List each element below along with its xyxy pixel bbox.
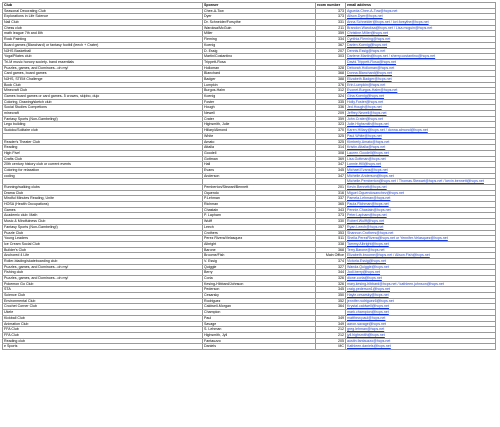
room-number-cell[interactable]: 511 [316, 236, 346, 242]
club-cell[interactable]: Academic club: Math [3, 213, 203, 219]
sponsor-cell[interactable]: Martin/Costantino [203, 54, 316, 60]
club-cell[interactable]: Pokemon Go Club [3, 281, 203, 287]
sponsor-cell[interactable]: Chee-A-Tow [203, 8, 316, 14]
header-room-number[interactable]: room number [316, 3, 346, 9]
club-cell[interactable]: FFA Club [3, 332, 203, 338]
email-link[interactable]: Michelle.Anderson@hcps.net [346, 173, 496, 179]
room-number-cell[interactable]: 388 [316, 76, 346, 82]
sponsor-cell[interactable]: Evans [203, 167, 316, 173]
club-cell[interactable]: 20th century history club or current events [3, 162, 203, 168]
room-number-cell[interactable]: 312 [316, 88, 346, 94]
club-cell[interactable]: Ukele [3, 310, 203, 316]
sponsor-cell[interactable]: Anderson [203, 173, 316, 179]
room-number-cell[interactable]: 352 [316, 298, 346, 304]
sponsor-cell[interactable]: Fantauzzo [203, 338, 316, 344]
sponsor-cell[interactable]: Berry [203, 270, 316, 276]
club-cell[interactable]: Board games (Blanchard) or fantasy footbll (leech + Crater) [3, 42, 203, 48]
club-cell[interactable]: NJHS, STEM Challenge [3, 76, 203, 82]
room-number-cell[interactable]: 334 [316, 37, 346, 43]
club-cell[interactable]: Games board games or card games- 5 crowns, skipbo, dujo [3, 94, 203, 100]
email-link[interactable]: Kristin.Attalla@hcps.net [346, 145, 496, 151]
sponsor-cell[interactable]: P.Lehman [203, 196, 316, 202]
header-email-address[interactable]: email address [346, 3, 496, 9]
sponsor-cell[interactable]: Crater [203, 116, 316, 122]
room-number-cell[interactable]: 337 [316, 196, 346, 202]
email-link[interactable]: David.Trippett-Rosa@hcps.net [346, 59, 496, 65]
club-cell[interactable]: Fantasy Sports (Non-Gambeling!) [3, 224, 203, 230]
room-number-cell[interactable]: 373 [316, 14, 346, 20]
sponsor-cell[interactable]: Amato [203, 139, 316, 145]
email-link[interactable]: John.Crater@hcps.net [346, 116, 496, 122]
sponsor-cell[interactable]: Dr. Schneider/Forsythe [203, 20, 316, 26]
sponsor-cell[interactable]: Burgos-Halm [203, 88, 316, 94]
email-link[interactable]: aaron.savage@hcps.net [346, 321, 496, 327]
sponsor-cell[interactable]: Richman [203, 202, 316, 208]
club-cell[interactable]: FFA Club [3, 327, 203, 333]
email-link[interactable]: Cynthia.Fleming@hcps.net [346, 37, 496, 43]
email-link[interactable]: Paul.White@hcps.net [346, 133, 496, 139]
sponsor-cell[interactable]: Broome/Fish [203, 253, 316, 259]
sponsor-cell[interactable]: Holloman [203, 65, 316, 71]
room-number-cell[interactable]: 325 [316, 139, 346, 145]
email-link[interactable]: Agueda.Chee-A-Tow@hcps.net [346, 8, 496, 14]
email-link[interactable]: Kathleen.daniels@hcps.net [346, 344, 496, 350]
sponsor-cell[interactable]: Trippett-Rosa [203, 59, 316, 65]
email-link[interactable]: Lisa.Gottman@hcps.net [346, 156, 496, 162]
sponsor-cell[interactable]: V. Essig [203, 258, 316, 264]
room-number-cell[interactable]: 324 [316, 94, 346, 100]
sponsor-cell[interactable]: Chastain [203, 207, 316, 213]
email-link[interactable]: jyll.highsmith@hcps.net [346, 332, 496, 338]
sponsor-cell[interactable]: Perez Rivera/Velasquez [203, 236, 316, 242]
email-link[interactable]: matthew.paul@hcps.net [346, 315, 496, 321]
email-link[interactable]: Lauren.Goodell@hcps.net [346, 150, 496, 156]
sponsor-cell[interactable]: Coria [203, 276, 316, 282]
email-link[interactable]: craig.pederson1@hcps.net [346, 287, 496, 293]
email-link[interactable]: Alison.Dyer@hcps.net [346, 14, 496, 20]
sponsor-cell[interactable]: Highsmith, Julie [203, 122, 316, 128]
room-number-cell[interactable]: 326 [316, 281, 346, 287]
club-cell[interactable]: Lego building [3, 122, 203, 128]
email-link[interactable]: mary.kesing-hibbard@hcps.net / kathleen.johnson@hcps.net [346, 281, 496, 287]
sponsor-cell[interactable]: Hough [203, 105, 316, 111]
room-number-cell[interactable]: 364 [316, 304, 346, 310]
club-cell[interactable]: Crafts Club [3, 156, 203, 162]
club-cell[interactable]: Rock Painting [3, 37, 203, 43]
room-number-cell[interactable]: 331 [316, 20, 346, 26]
email-link[interactable]: Lonnie.Hill@hcps.net [346, 162, 496, 168]
club-cell[interactable]: minecraft [3, 111, 203, 117]
room-number-cell[interactable]: 349 [316, 315, 346, 321]
club-cell[interactable]: Puzzles, games, and Dominoes...oh my! [3, 264, 203, 270]
club-cell[interactable]: Fishing club [3, 270, 203, 276]
sponsor-cell[interactable]: Fleming [203, 37, 316, 43]
sponsor-cell[interactable]: Foster [203, 99, 316, 105]
club-cell[interactable]: Crochet Corner Club [3, 304, 203, 310]
room-number-cell[interactable]: 308 [316, 150, 346, 156]
email-link[interactable]: Julie.Highsmith@hcps.net [346, 122, 496, 128]
club-cell[interactable]: Puzzle Club [3, 230, 203, 236]
club-cell[interactable]: Games [3, 207, 203, 213]
club-sponsor-table [2, 2, 496, 350]
sponsor-cell[interactable]: Caldwell-Morgan [203, 304, 316, 310]
sponsor-cell[interactable]: Quiggle [203, 264, 316, 270]
email-link[interactable]: dione.coria@hcps.net [346, 276, 496, 282]
sponsor-cell[interactable]: Badger [203, 76, 316, 82]
sponsor-cell[interactable]: Leech [203, 224, 316, 230]
email-link[interactable]: Victoria.Essig@hcps.net [346, 258, 496, 264]
club-cell[interactable]: Drama Club [3, 190, 203, 196]
email-link[interactable]: Darien.Koenig@hcps.net [346, 42, 496, 48]
room-number-cell[interactable]: 211 [316, 25, 346, 31]
club-cell[interactable]: Kickball Club [3, 315, 203, 321]
room-number-cell[interactable]: 350 [316, 293, 346, 299]
club-cell[interactable]: Explorations in Life Science [3, 14, 203, 20]
room-number-cell[interactable]: 344 [316, 270, 346, 276]
room-number-cell[interactable]: 345 [316, 287, 346, 293]
club-cell[interactable]: Puzzles, games, and Dominoes...oh my! [3, 65, 203, 71]
room-number-cell[interactable]: 347 [316, 162, 346, 168]
club-cell[interactable]: Social Studies Competions [3, 105, 203, 111]
club-cell[interactable]: HOSA (Health Occupations) [3, 202, 203, 208]
club-cell[interactable]: Mindful Minutes Reading, Unite [3, 196, 203, 202]
room-number-cell[interactable]: 328 [316, 65, 346, 71]
club-cell[interactable]: Puzzles, games, and Dominoes...oh my! [3, 276, 203, 282]
room-number-cell[interactable]: 212 [316, 327, 346, 333]
club-cell[interactable]: Sudoku/Solitaire club [3, 128, 203, 134]
club-cell[interactable]: Card games, board games [3, 71, 203, 77]
room-number-cell[interactable]: 212 [316, 332, 346, 338]
sponsor-cell[interactable]: P. Lapham [203, 213, 316, 219]
sponsor-cell[interactable]: Savage [203, 321, 316, 327]
room-number-cell[interactable]: 343 [316, 207, 346, 213]
club-cell[interactable]: Book Club [3, 82, 203, 88]
email-link[interactable]: Wanda.Quiggle@hcps.net [346, 264, 496, 270]
email-link[interactable]: Michelle.Pemberton@hcps.net / Thomas.Stewart@hcps.net / kevin.bennett@hcps.net [346, 179, 496, 185]
room-number-cell[interactable]: 376 [316, 82, 346, 88]
room-number-cell[interactable]: 336 [316, 105, 346, 111]
club-cell[interactable]: Young Leaders [3, 236, 203, 242]
email-link[interactable]: Kevin.Bennett@hcps.net [346, 185, 496, 191]
email-link[interactable]: Hayle.cesarsky@hcps.net [346, 293, 496, 299]
club-cell[interactable]: Anchored 4 Life [3, 253, 203, 259]
room-number-cell[interactable]: 209 [316, 111, 346, 117]
email-link[interactable]: Holly.Foster@hcps.net [346, 99, 496, 105]
email-link[interactable]: Erin.Lumpkin@hcps.net [346, 82, 496, 88]
room-number-cell[interactable]: 349 [316, 321, 346, 327]
email-link[interactable]: Gina.Koenig@hcps.net [346, 94, 496, 100]
room-number-cell[interactable]: Main Office [316, 253, 346, 259]
email-link[interactable]: Krystal.caldwell@hcps.net [346, 304, 496, 310]
sponsor-cell[interactable]: Koenig [203, 94, 316, 100]
sponsor-cell[interactable]: Daniels [203, 344, 316, 350]
club-cell[interactable]: Reading [3, 145, 203, 151]
room-number-cell[interactable]: 368 [316, 71, 346, 77]
email-link[interactable]: Sheila.PerezRivera@hcps.net or Yennifer.Velasquez@hcps.net [346, 236, 496, 242]
room-number-cell[interactable]: 316 [316, 190, 346, 196]
club-cell[interactable]: e Sports [3, 344, 203, 350]
club-cell[interactable]: Tri-M music honory society- band essentials [3, 59, 203, 65]
email-link[interactable]: Paula.Richman@hcps.net [346, 202, 496, 208]
club-cell[interactable]: Environmental Club [3, 298, 203, 304]
sponsor-cell[interactable]: White [203, 133, 316, 139]
email-link[interactable]: Jodi.berry@hcps.net [346, 270, 496, 276]
sponsor-cell[interactable]: Hall [203, 162, 316, 168]
club-cell[interactable]: Reading club [3, 338, 203, 344]
email-link[interactable]: Anna.Schneider@hcps.net / lori.forsythe@hcps.net [346, 20, 496, 26]
club-cell[interactable]: Roller-blading/skateboarding club [3, 258, 203, 264]
sponsor-cell[interactable]: Waroksa/McGuin [203, 25, 316, 31]
club-cell[interactable]: Yoga/Pilates club [3, 54, 203, 60]
room-number-cell[interactable]: 359 [316, 116, 346, 122]
sponsor-cell[interactable]: Champion [203, 310, 316, 316]
room-number-cell[interactable]: 325 [316, 133, 346, 139]
sponsor-cell[interactable]: Albright [203, 241, 316, 247]
sponsor-cell[interactable]: Highsmith, Jyll [203, 332, 316, 338]
sponsor-cell[interactable]: Kesing-Hibbard/Johnson [203, 281, 316, 287]
sponsor-cell[interactable]: Oquendo [203, 190, 316, 196]
room-number-cell[interactable]: 347 [316, 173, 346, 179]
room-number-cell[interactable]: 327 [316, 264, 346, 270]
room-number-cell[interactable]: 373 [316, 213, 346, 219]
email-link[interactable]: Shannon.Crothers@hcps.net [346, 230, 496, 236]
room-number-cell[interactable]: 335 [316, 99, 346, 105]
sponsor-cell[interactable]: Miller [203, 31, 316, 37]
email-link[interactable]: Elizabeth.broome@hcps.net / Alison.Fish@hcps.net [346, 253, 496, 259]
sponsor-cell[interactable]: Blanchard [203, 71, 316, 77]
email-link[interactable]: Jeffrey.Newell@hcps.net [346, 111, 496, 117]
room-number-cell[interactable]: 345 [316, 167, 346, 173]
room-number-cell[interactable]: 207 [316, 48, 346, 54]
room-number-cell[interactable]: 314 [316, 145, 346, 151]
email-link[interactable]: Kimberly.Amato@hcps.net [346, 139, 496, 145]
room-number-cell[interactable]: 368 [316, 247, 346, 253]
email-link[interactable]: mark.champion@hcps.net [346, 310, 496, 316]
club-cell[interactable]: Science Club [3, 293, 203, 299]
club-cell[interactable]: Running/walking clubs [3, 185, 203, 191]
room-number-cell[interactable]: 338 [316, 241, 346, 247]
sponsor-cell[interactable]: Paul [203, 315, 316, 321]
email-link[interactable]: Darlene.Martin@hcps.net / sherry.costantino@hcps.net [346, 54, 496, 60]
email-link[interactable]: greg.lehman@hcps.net [346, 327, 496, 333]
club-cell[interactable]: STA [3, 287, 203, 293]
club-cell[interactable]: NJHS Basketball [3, 48, 203, 54]
club-cell[interactable]: Ice Cream Social Club [3, 241, 203, 247]
sponsor-cell[interactable]: D. Essig [203, 48, 316, 54]
room-number-cell[interactable]: 323 [316, 122, 346, 128]
email-link[interactable]: Karen.Hillary@hcps.net / donna.almond@hcps.net [346, 128, 496, 134]
club-cell[interactable]: High Five! [3, 150, 203, 156]
room-number-cell[interactable]: 369 [316, 156, 346, 162]
room-number-cell[interactable]: 359 [316, 31, 346, 37]
club-cell[interactable]: Animation Club [3, 321, 203, 327]
email-link[interactable]: Miguel.Oquendosanchez@hcps.net [346, 190, 496, 196]
club-cell[interactable]: Minecraft Club [3, 88, 203, 94]
club-cell[interactable]: Coloring for relaxation [3, 167, 203, 173]
room-number-cell[interactable]: 365 [316, 202, 346, 208]
sponsor-cell[interactable]: Dyer [203, 14, 316, 20]
room-number-cell[interactable]: 353 [316, 230, 346, 236]
club-cell[interactable]: Seasonal Decorating Club [3, 8, 203, 14]
sponsor-cell[interactable]: Gottman [203, 156, 316, 162]
email-link[interactable]: Donna.Blanchard@hcps.net [346, 71, 496, 77]
sponsor-cell[interactable]: Barone [203, 247, 316, 253]
sponsor-cell[interactable]: Newell [203, 111, 316, 117]
club-cell[interactable]: Chess club [3, 25, 203, 31]
email-link[interactable]: Pamela.Lehman@hcps.net [346, 196, 496, 202]
sponsor-cell[interactable]: Cesarsky [203, 293, 316, 299]
email-link[interactable]: Peter.Lapham@hcps.net [346, 213, 496, 219]
sponsor-cell[interactable]: Wulff [203, 219, 316, 225]
room-number-cell[interactable]: 370 [316, 128, 346, 134]
club-cell[interactable]: Coloring, Drawing/sketch club [3, 99, 203, 105]
room-number-cell[interactable]: 373 [316, 8, 346, 14]
sponsor-cell[interactable]: Koenig [203, 42, 316, 48]
sponsor-cell[interactable]: Hillary/Almond [203, 128, 316, 134]
room-number-cell[interactable]: 303 [316, 54, 346, 60]
room-number-cell[interactable]: 374 [316, 258, 346, 264]
room-number-cell[interactable]: 357 [316, 224, 346, 230]
room-number-cell[interactable]: 201 [316, 185, 346, 191]
email-link[interactable]: Elizabeth.Badger@hcps.net [346, 76, 496, 82]
club-cell[interactable]: Builder's Club [3, 247, 203, 253]
header-sponsor[interactable]: Sponser [203, 3, 316, 9]
email-link[interactable]: Pennie.Chastain@hcps.net [346, 207, 496, 213]
sponsor-cell[interactable]: Goodell [203, 150, 316, 156]
email-link[interactable]: austin.fantauzzo@hcps.net [346, 338, 496, 344]
email-link[interactable]: Tammy.Albright@hcps.net [346, 241, 496, 247]
email-link[interactable]: Ryan.Leech@hcps.net [346, 224, 496, 230]
sponsor-cell[interactable]: Crothers [203, 230, 316, 236]
room-number-cell[interactable]: MC [316, 344, 346, 350]
email-link[interactable]: Deborah.Holloman@hcps.net [346, 65, 496, 71]
email-link[interactable]: Brandon.Waroksa@hcps.net / Lisa.mcguin@hcps.net [346, 25, 496, 31]
club-cell[interactable]: Nail Club [3, 20, 203, 26]
sponsor-cell[interactable]: Rodriguez [203, 298, 316, 304]
sponsor-cell[interactable]: S. Lehman [203, 327, 316, 333]
email-link[interactable]: Jed.Hough@hcps.net [346, 105, 496, 111]
club-cell[interactable]: Fantasy Sports (Non-Gambeling!) [3, 116, 203, 122]
room-number-cell[interactable]: 326 [316, 276, 346, 282]
email-link[interactable]: Michael.Evans@hcps.net [346, 167, 496, 173]
sponsor-cell[interactable]: Lumpkin [203, 82, 316, 88]
sponsor-cell[interactable]: Pederson [203, 287, 316, 293]
email-link[interactable]: Christine.Miller@hcps.net [346, 31, 496, 37]
email-link[interactable]: Terry.Barone@hcps.net [346, 247, 496, 253]
sponsor-cell[interactable]: Pemberton/Stewart/Bennett [203, 185, 316, 191]
header-club[interactable]: Club [3, 3, 203, 9]
club-cell[interactable]: coding [3, 173, 203, 179]
club-cell[interactable]: Reader's Theater Club [3, 139, 203, 145]
email-link[interactable]: Dennis.Essig@hcps.net [346, 48, 496, 54]
sponsor-cell[interactable]: Attalla [203, 145, 316, 151]
email-link[interactable]: jennifer.rodriguez6@hcps.net [346, 298, 496, 304]
room-number-cell[interactable]: 367 [316, 42, 346, 48]
room-number-cell[interactable]: 330 [316, 219, 346, 225]
email-link[interactable]: Evonet.Burgos-Halm@hcps.net [346, 88, 496, 94]
table-row [3, 344, 496, 350]
email-link[interactable]: Robert.Wulff@hcps.net [346, 219, 496, 225]
club-cell[interactable]: math league 7th and 8th [3, 31, 203, 37]
club-cell[interactable]: Music & Mindfulness Club [3, 219, 203, 225]
room-number-cell[interactable]: 205 [316, 338, 346, 344]
